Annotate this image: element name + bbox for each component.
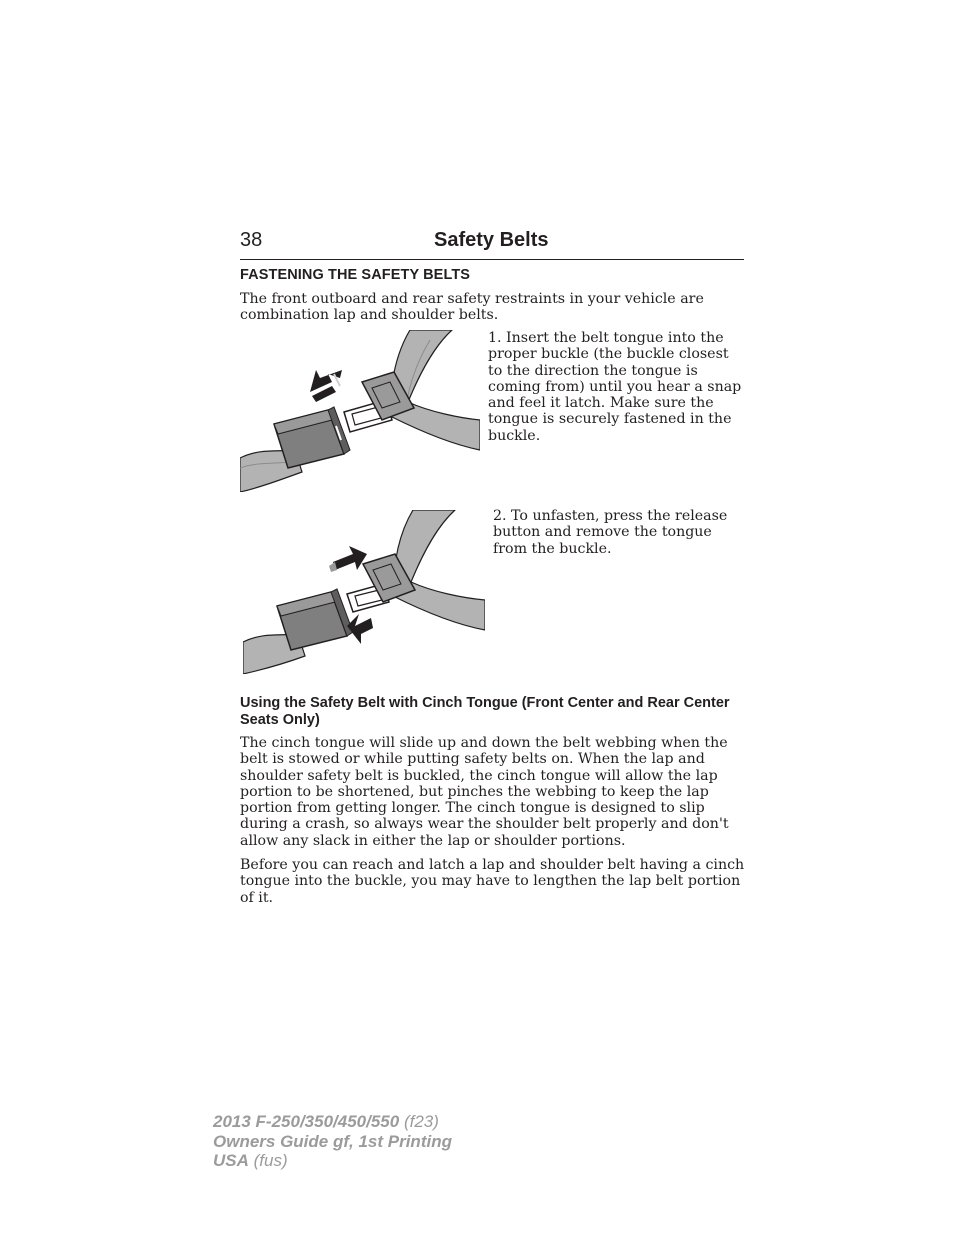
page-header — [240, 228, 744, 260]
cinch-paragraph-1: The cinch tongue will slide up and down the belt webbing when the belt is stowed or while putting safety belts on. When the lap and shoulder safety belt is buckled, the cinch tongue will allow the lap portion to be shortened, but pinches the webbing to keep the lap portion from getting longer. The cinch tongue is designed to slip during a crash, so always wear the shoulder belt properly and don't allow any slack in either the lap or shoulder portions. — [240, 735, 729, 849]
cinch-paragraph-2: Before you can reach and latch a lap and shoulder belt having a cinch tongue into the buckle, you may have to lengthen the lap belt portion of it. — [240, 857, 745, 906]
step2-text: 2. To unfasten, press the release button and remove the tongue from the buckle. — [493, 508, 728, 557]
intro-paragraph: The front outboard and rear safety restraints in your vehicle are combination lap and shoulder belts. — [240, 291, 704, 324]
footer-model: 2013 F-250/350/450/550 — [213, 1112, 400, 1131]
belt-insert-illustration — [240, 330, 480, 492]
page-number: 38 — [240, 229, 263, 251]
footer-model-code: (f23) — [403, 1112, 439, 1131]
chapter-title: Safety Belts — [434, 229, 549, 251]
footer-region: USA — [213, 1151, 249, 1170]
section-heading-cinch-tongue: Using the Safety Belt with Cinch Tongue (Front Center and Rear Center Seats Only) — [240, 695, 730, 728]
footer-region-code: (fus) — [253, 1151, 288, 1170]
step1-text: 1. Insert the belt tongue into the proper buckle (the buckle closest to the direction the tongue is coming from) until you hear a snap and feel it latch. Make sure the tongue is securely fastened in the buckle. — [488, 330, 742, 444]
page-footer — [213, 1112, 452, 1171]
belt-release-illustration — [243, 510, 485, 674]
footer-guide: Owners Guide gf, 1st Printing — [213, 1131, 452, 1151]
section-heading-fastening: FASTENING THE SAFETY BELTS — [240, 267, 471, 283]
